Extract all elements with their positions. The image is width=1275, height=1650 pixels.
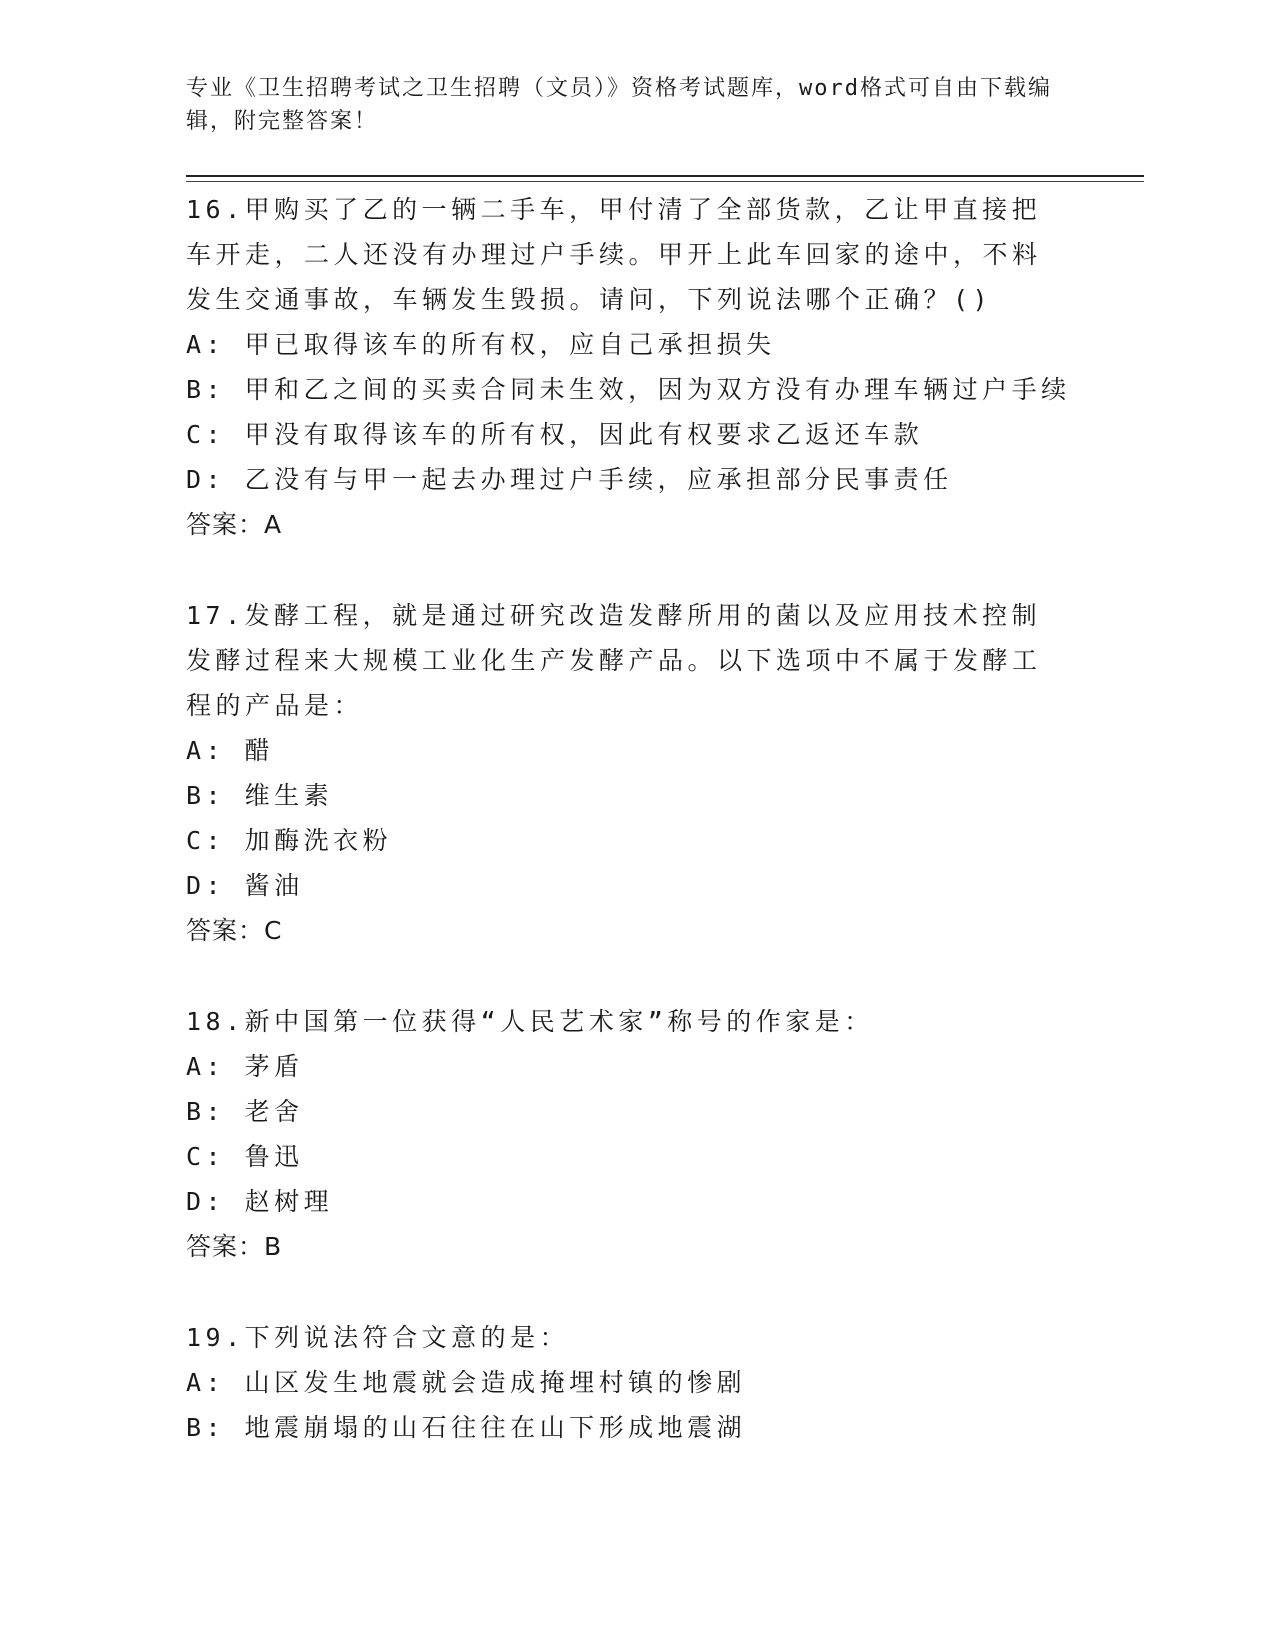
option-b: B: 甲和乙之间的买卖合同未生效，因为双方没有办理车辆过户手续 [186, 375, 1071, 404]
question-18 [186, 999, 1066, 1269]
question-stem: 17.发酵工程，就是通过研究改造发酵所用的菌以及应用技术控制发酵过程来大规模工业化生产发酵产品。以下选项中不属于发酵工程的产品是： [186, 601, 1042, 720]
answer-line: 答案：B [186, 1232, 283, 1261]
answer-line: 答案：C [186, 916, 283, 945]
question-stem: 19.下列说法符合文意的是： [186, 1323, 570, 1352]
question-19 [186, 1315, 1066, 1450]
option-a: A: 甲已取得该车的所有权，应自己承担损失 [186, 330, 776, 359]
option-a: A: 醋 [186, 736, 275, 765]
question-16 [186, 187, 1071, 547]
answer-line: 答案：A [186, 510, 283, 539]
question-17 [186, 593, 1066, 953]
document-header: 专业《卫生招聘考试之卫生招聘（文员）》资格考试题库，word格式可自由下载编辑，附完整答案！ [186, 76, 1052, 134]
question-stem: 18.新中国第一位获得“人民艺术家”称号的作家是： [186, 1007, 874, 1036]
option-c: C: 加酶洗衣粉 [186, 826, 393, 855]
header-divider-thin [186, 181, 1144, 182]
option-c: C: 鲁迅 [186, 1142, 304, 1171]
header-divider-thick [186, 175, 1144, 177]
option-c: C: 甲没有取得该车的所有权，因此有权要求乙返还车款 [186, 420, 924, 449]
option-d: D: 酱油 [186, 871, 304, 900]
option-d: D: 乙没有与甲一起去办理过户手续，应承担部分民事责任 [186, 465, 953, 494]
option-a: A: 茅盾 [186, 1052, 304, 1081]
option-b: B: 维生素 [186, 781, 334, 810]
option-a: A: 山区发生地震就会造成掩埋村镇的惨剧 [186, 1368, 747, 1397]
question-stem: 16.甲购买了乙的一辆二手车，甲付清了全部货款，乙让甲直接把车开走，二人还没有办理过户手续。甲开上此车回家的途中，不料发生交通事故，车辆发生毁损。请问，下列说法哪个正确？() [186, 195, 1042, 314]
option-d: D: 赵树理 [186, 1187, 334, 1216]
option-b: B: 地震崩塌的山石往往在山下形成地震湖 [186, 1413, 747, 1442]
option-b: B: 老舍 [186, 1097, 304, 1126]
